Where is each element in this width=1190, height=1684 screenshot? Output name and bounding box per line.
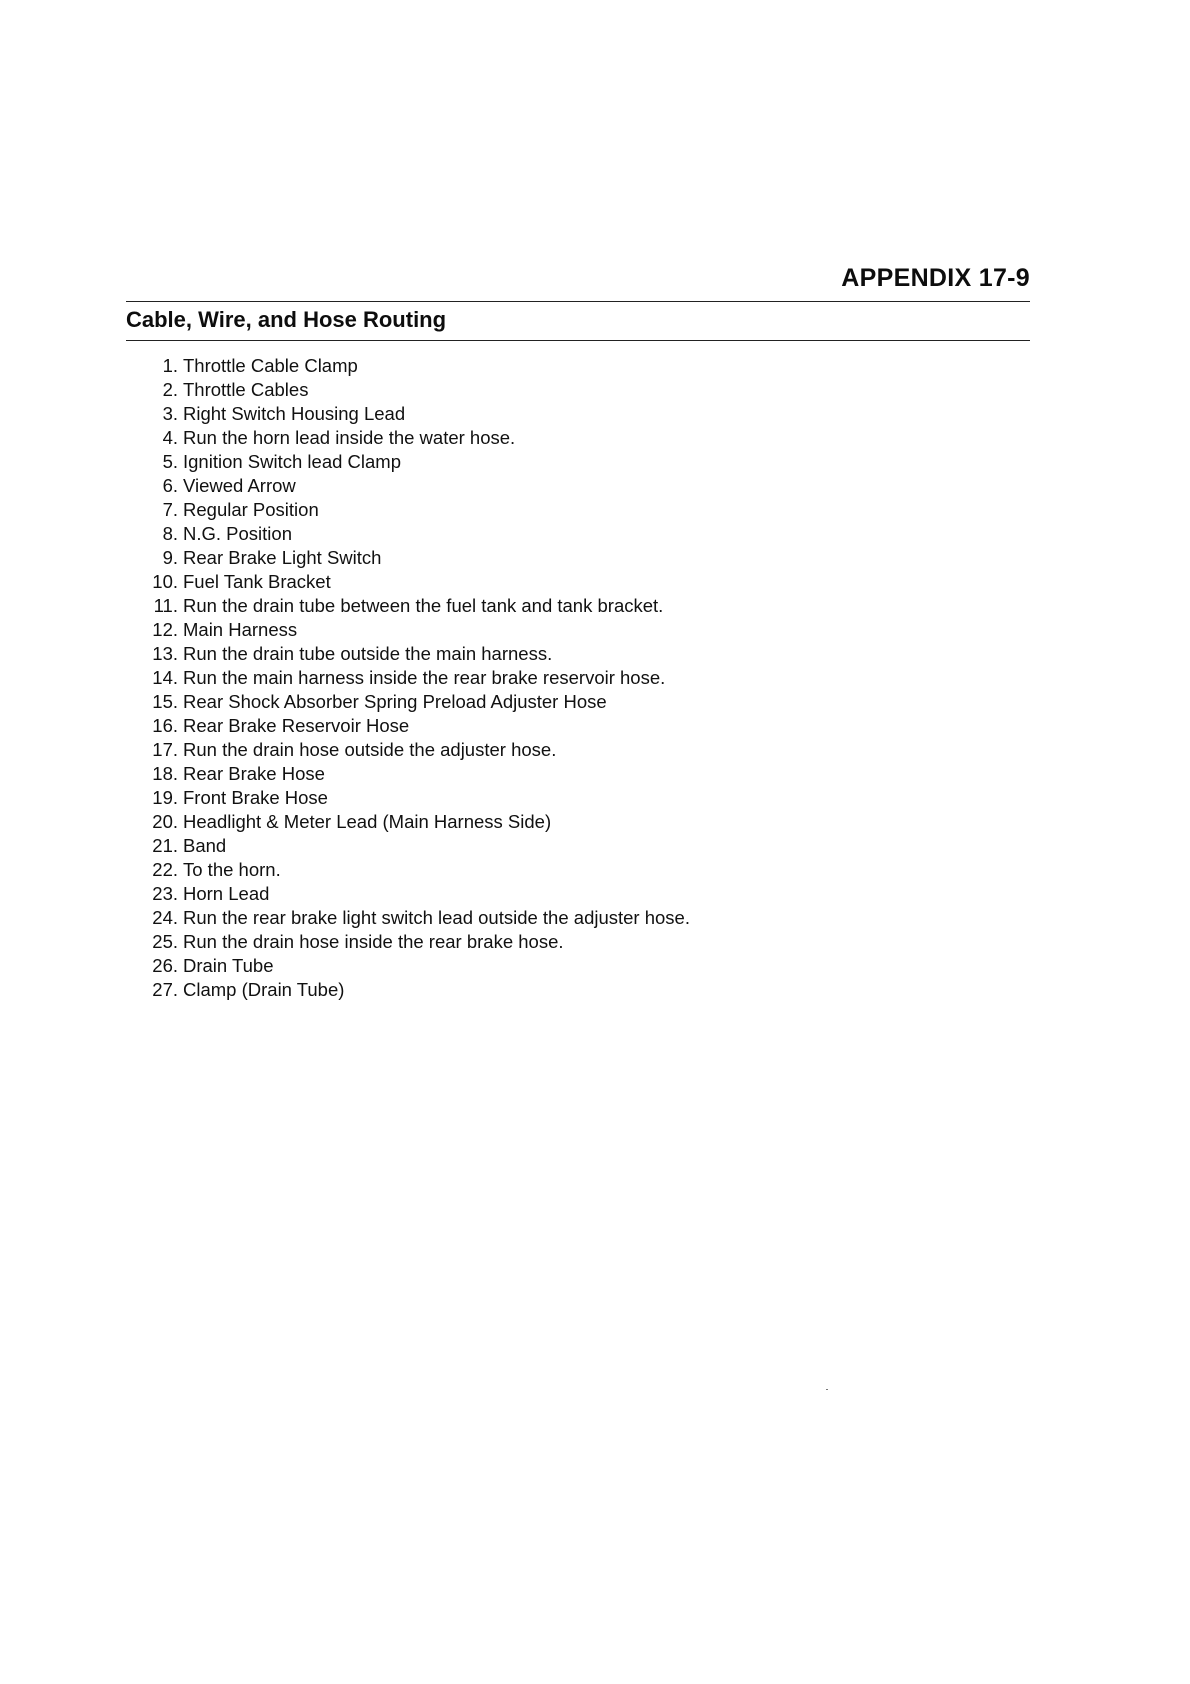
list-item-number: 11. bbox=[153, 595, 178, 616]
list-item-number: 18. bbox=[152, 763, 178, 784]
list-item-text: Ignition Switch lead Clamp bbox=[183, 451, 401, 472]
list-item bbox=[140, 546, 690, 570]
list-item bbox=[140, 930, 690, 954]
list-item-number: 6. bbox=[162, 475, 178, 496]
list-item bbox=[140, 882, 690, 906]
list-item-text: Headlight & Meter Lead (Main Harness Side) bbox=[183, 811, 552, 832]
list-item-number: 7. bbox=[162, 499, 178, 520]
list-item bbox=[140, 738, 690, 762]
list-item bbox=[140, 378, 690, 402]
list-item-text: Fuel Tank Bracket bbox=[183, 571, 331, 592]
list-item bbox=[140, 834, 690, 858]
list-item-text: Run the horn lead inside the water hose. bbox=[183, 427, 516, 448]
appendix-page-label: APPENDIX 17-9 bbox=[841, 264, 1030, 292]
list-item bbox=[140, 618, 690, 642]
list-item bbox=[140, 498, 690, 522]
list-item bbox=[140, 666, 690, 690]
list-item-text: Throttle Cables bbox=[183, 379, 309, 400]
list-item bbox=[140, 354, 690, 378]
list-item bbox=[140, 594, 690, 618]
list-item-number: 16. bbox=[152, 715, 178, 736]
list-item-text: Horn Lead bbox=[183, 883, 270, 904]
list-item bbox=[140, 714, 690, 738]
list-item-number: 19. bbox=[152, 787, 178, 808]
list-item bbox=[140, 858, 690, 882]
list-item-number: 24. bbox=[152, 907, 178, 928]
list-item bbox=[140, 954, 690, 978]
header-divider-top bbox=[126, 301, 1030, 302]
header-divider-bottom bbox=[126, 340, 1030, 341]
list-item-text: Run the drain hose outside the adjuster hose. bbox=[183, 739, 557, 760]
list-item bbox=[140, 642, 690, 666]
list-item bbox=[140, 906, 690, 930]
list-item-text: Front Brake Hose bbox=[183, 787, 328, 808]
list-item-text: Rear Shock Absorber Spring Preload Adjuster Hose bbox=[183, 691, 607, 712]
scan-speck bbox=[826, 1389, 828, 1390]
list-item bbox=[140, 690, 690, 714]
list-item-number: 1. bbox=[162, 355, 178, 376]
list-item-number: 20. bbox=[152, 811, 178, 832]
list-item-text: Run the drain hose inside the rear brake hose. bbox=[183, 931, 564, 952]
list-item bbox=[140, 450, 690, 474]
list-item-text: Throttle Cable Clamp bbox=[183, 355, 358, 376]
list-item-number: 15. bbox=[152, 691, 178, 712]
list-item-text: Band bbox=[183, 835, 227, 856]
list-item-number: 27. bbox=[152, 979, 178, 1000]
list-item-text: Regular Position bbox=[183, 499, 319, 520]
routing-legend-list bbox=[140, 354, 690, 1002]
list-item-text: Run the drain tube outside the main harness. bbox=[183, 643, 553, 664]
list-item-number: 22. bbox=[152, 859, 178, 880]
list-item-text: Run the rear brake light switch lead outside the adjuster hose. bbox=[183, 907, 690, 928]
list-item bbox=[140, 810, 690, 834]
list-item-number: 10. bbox=[152, 571, 178, 592]
list-item-number: 5. bbox=[162, 451, 178, 472]
list-item-text: Right Switch Housing Lead bbox=[183, 403, 406, 424]
list-item bbox=[140, 762, 690, 786]
list-item-number: 26. bbox=[152, 955, 178, 976]
list-item-text: Main Harness bbox=[183, 619, 298, 640]
list-item-number: 3. bbox=[162, 403, 178, 424]
list-item-number: 8. bbox=[162, 523, 178, 544]
list-item-number: 12. bbox=[152, 619, 178, 640]
list-item-text: Rear Brake Reservoir Hose bbox=[183, 715, 410, 736]
section-title: Cable, Wire, and Hose Routing bbox=[126, 307, 447, 332]
list-item-number: 13. bbox=[152, 643, 178, 664]
list-item bbox=[140, 522, 690, 546]
list-item-text: Rear Brake Light Switch bbox=[183, 547, 382, 568]
list-item-number: 2. bbox=[162, 379, 178, 400]
list-item-number: 17. bbox=[152, 739, 178, 760]
list-item bbox=[140, 978, 690, 1002]
list-item-text: Run the main harness inside the rear brake reservoir hose. bbox=[183, 667, 666, 688]
list-item-number: 25. bbox=[152, 931, 178, 952]
list-item bbox=[140, 786, 690, 810]
list-item bbox=[140, 426, 690, 450]
list-item-text: Viewed Arrow bbox=[183, 475, 296, 496]
list-item-number: 4. bbox=[162, 427, 178, 448]
list-item-number: 9. bbox=[162, 547, 178, 568]
list-item bbox=[140, 570, 690, 594]
list-item-number: 14. bbox=[152, 667, 178, 688]
list-item-text: To the horn. bbox=[183, 859, 281, 880]
list-item-text: Clamp (Drain Tube) bbox=[183, 979, 345, 1000]
list-item-number: 23. bbox=[152, 883, 178, 904]
list-item-text: N.G. Position bbox=[183, 523, 292, 544]
list-item bbox=[140, 474, 690, 498]
list-item-text: Run the drain tube between the fuel tank and tank bracket. bbox=[183, 595, 664, 616]
list-item bbox=[140, 402, 690, 426]
list-item-text: Drain Tube bbox=[183, 955, 274, 976]
list-item-number: 21. bbox=[152, 835, 178, 856]
list-item-text: Rear Brake Hose bbox=[183, 763, 325, 784]
